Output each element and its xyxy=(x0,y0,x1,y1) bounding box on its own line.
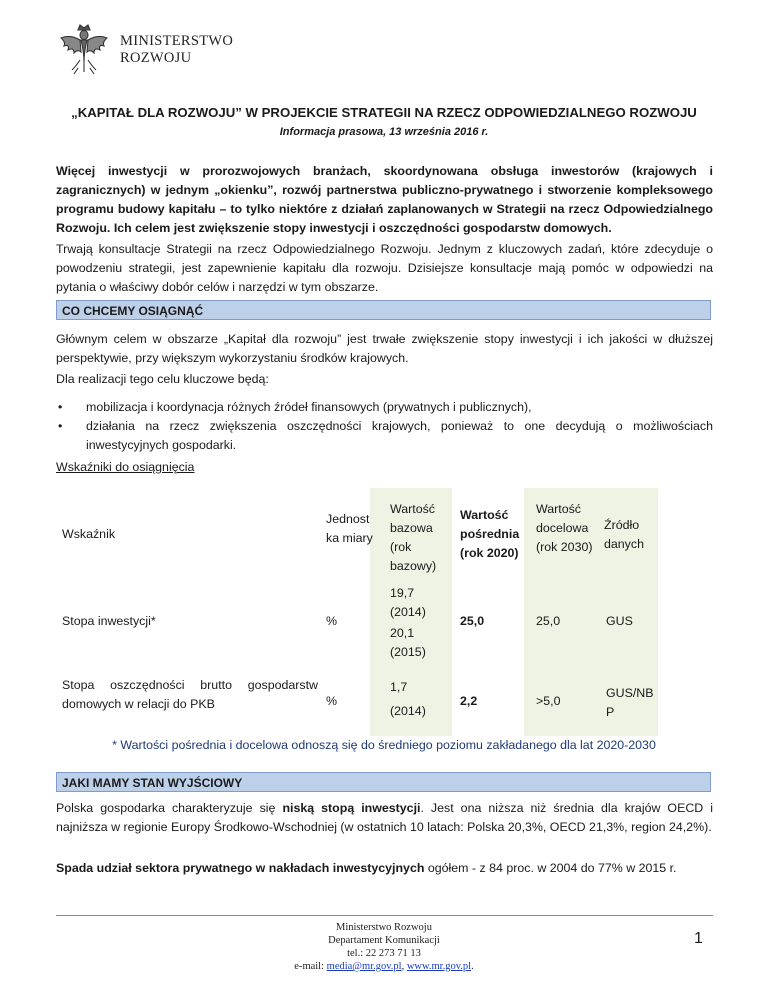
row1-indicator: Stopa inwestycji* xyxy=(62,614,156,628)
ministry-line-1: MINISTERSTWO xyxy=(120,33,234,49)
row2-indicator: Stopa oszczędności brutto gospodarstw domowych w relacji do PKB xyxy=(62,678,318,711)
row1-base-b: 20,1 (2015) xyxy=(390,626,426,659)
bullet-icon: • xyxy=(58,400,63,414)
intro-paragraph: Trwają konsultacje Strategii na rzecz Odpowiedzialnego Rozwoju. Jednym z kluczowych zadań, które zdecyduje o powodzeniu strategii, jest zapewnienie kapitału dla rozwoju. Dzisiejsze konsultacje mają pomóc w odpowiedzi na pytania o właściwy dobór celów i narzędzi w tym obszarze. xyxy=(56,242,713,294)
table-footnote: * Wartości pośrednia i docelowa odnoszą się do średniego poziomu zakładanego dla lat 2020-2030 xyxy=(112,738,656,752)
goals-paragraph: Głównym celem w obszarze „Kapitał dla rozwoju” jest trwałe zwiększenie stopy inwestycji i ich jakości w dłuższej perspektywie, przy większym wykorzystaniu środków krajowych. xyxy=(56,332,713,365)
footer-divider xyxy=(56,915,713,916)
footer-website-link[interactable]: www.mr.gov.pl xyxy=(406,961,472,972)
row2-base-a: 1,7 xyxy=(390,680,408,694)
row1-target: 25,0 xyxy=(536,614,561,628)
row2-mid: 2,2 xyxy=(460,694,478,708)
row1-unit: % xyxy=(326,614,338,628)
bullet-icon: • xyxy=(58,419,63,433)
baseline-paragraph-2 xyxy=(56,859,713,878)
header-base-value: Wartość bazowa xyxy=(390,502,435,535)
footer-separator: , xyxy=(401,961,407,972)
section-heading-baseline: JAKI MAMY STAN WYJŚCIOWY xyxy=(56,772,711,792)
row2-target: >5,0 xyxy=(536,694,561,708)
indicators-table xyxy=(56,488,658,736)
row1-mid: 25,0 xyxy=(460,614,485,628)
footer-phone: tel.: 22 273 71 13 xyxy=(347,948,421,959)
footer-end: . xyxy=(471,961,474,972)
footer-department: Departament Komunikacji xyxy=(328,935,440,946)
list-item xyxy=(56,398,713,417)
footer-email-link[interactable]: media@mr.gov.pl xyxy=(326,961,402,972)
header-base-year: (rok bazowy) xyxy=(390,540,437,573)
header-unit: Jednost ka miary xyxy=(326,512,373,545)
baseline-p1-text-end: . Jest ona niższa niż średnia dla krajów OECD i najniższa w regionie Europy Środkowo-Wschodniej (w ostatnich 10 latach: Polska 20,3%, OECD 21,3%, region 24,2%). xyxy=(56,801,714,834)
goals-intro-paragraph: Dla realizacji tego celu kluczowe będą: xyxy=(56,372,269,386)
list-item-text: mobilizacja i koordynacja różnych źródeł finansowych (prywatnych i publicznych), xyxy=(86,400,532,414)
footer xyxy=(0,921,768,973)
row2-base-b: (2014) xyxy=(390,704,426,718)
row1-source: GUS xyxy=(606,614,633,628)
header-source: Źródło danych xyxy=(604,518,644,551)
baseline-p2-text: ogółem - z 84 proc. w 2004 do 77% w 2015 r. xyxy=(424,861,677,875)
row1-base-a: 19,7 (2014) xyxy=(390,586,426,619)
ministry-line-2: ROZWOJU xyxy=(120,50,192,66)
eagle-emblem-icon xyxy=(58,22,110,76)
goals-bullet-list xyxy=(56,398,713,455)
page-number: 1 xyxy=(694,930,703,947)
header-indicator: Wskaźnik xyxy=(62,527,116,541)
page-title: „KAPITAŁ DLA ROZWOJU” W PROJEKCIE STRATEGII NA RZECZ ODPOWIEDZIALNEGO ROZWOJU xyxy=(71,105,697,120)
baseline-p1-emphasis: niską stopą inwestycji xyxy=(282,801,421,815)
baseline-p2-emphasis: Spada udział sektora prywatnego w nakładach inwestycyjnych xyxy=(56,861,425,875)
list-item xyxy=(56,417,713,455)
ministry-name xyxy=(120,33,233,67)
section-heading-goals: CO CHCEMY OSIĄGNĄĆ xyxy=(56,300,711,320)
footer-ministry: Ministerstwo Rozwoju xyxy=(336,922,432,933)
row2-source: GUS/NB P xyxy=(606,686,654,719)
press-release-date: Informacja prasowa, 13 września 2016 r. xyxy=(279,126,489,138)
list-item-text: działania na rzecz zwiększenia oszczędności krajowych, ponieważ to one decydują o możliwościach inwestycyjnych gospodarki. xyxy=(86,419,713,452)
header-target-year: (rok 2030) xyxy=(536,540,593,554)
baseline-paragraph-1 xyxy=(56,799,713,837)
footer-email-label: e-mail: xyxy=(294,961,327,972)
header-mid-year: (rok 2020) xyxy=(460,546,519,560)
row2-unit: % xyxy=(326,694,338,708)
indicators-heading: Wskaźniki do osiągnięcia xyxy=(56,460,195,474)
lead-paragraph: Więcej inwestycji w prorozwojowych branżach, skoordynowana obsługa inwestorów (krajowych i zagranicznych) w jednym „okienku”, rozwój partnerstwa publiczno-prywatnego i stworzenie kompleksowego programu budowy kapitału – to tylko niektóre z działań zaplanowanych w Strategii na rzecz Odpowiedzialnego Rozwoju. Ich celem jest zwiększenie stopy inwestycji i oszczędności gospodarstw domowych. xyxy=(56,164,713,235)
header-mid-value: Wartość pośrednia xyxy=(460,508,520,541)
footer-contact xyxy=(0,960,768,973)
header-target-value: Wartość docelowa xyxy=(536,502,589,535)
baseline-p1-text: Polska gospodarka charakteryzuje się xyxy=(56,801,283,815)
